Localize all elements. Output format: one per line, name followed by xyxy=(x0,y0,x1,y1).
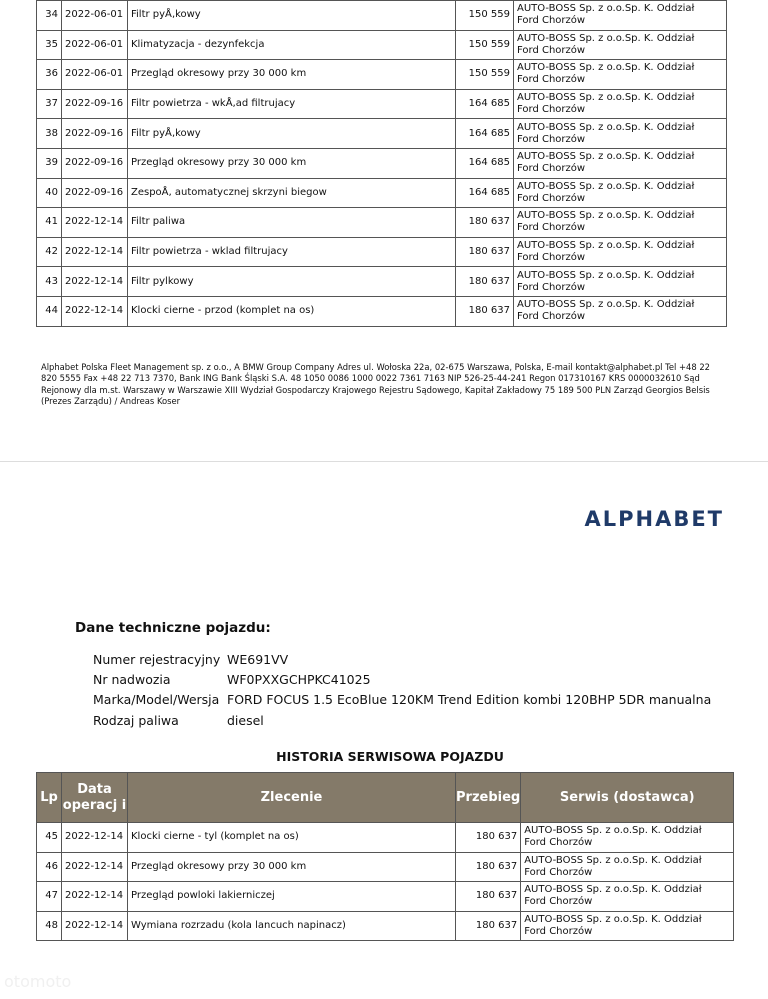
cell-service xyxy=(514,296,727,326)
cell-order: ZespoÅ‚ automatycznej skrzyni biegow xyxy=(128,178,456,208)
table-row xyxy=(37,89,727,119)
cell-date: 2022-12-14 xyxy=(62,911,128,941)
cell-order: Przegląd powloki lakierniczej xyxy=(128,882,456,912)
table-header-row xyxy=(37,773,734,823)
table-row xyxy=(37,1,727,31)
cell-lp: 48 xyxy=(37,911,62,941)
cell-service xyxy=(514,178,727,208)
tech-value: WF0PXXGCHPKC41025 xyxy=(227,671,371,687)
tech-row-vin xyxy=(93,669,711,689)
cell-date: 2022-12-14 xyxy=(62,882,128,912)
service-history-table xyxy=(36,772,734,941)
service-branch: Ford Chorzów xyxy=(524,866,593,878)
service-company: AUTO-BOSS Sp. z o.o.Sp. K. Oddział xyxy=(517,210,695,222)
cell-mileage: 164 685 xyxy=(456,148,514,178)
cell-mileage: 150 559 xyxy=(456,30,514,60)
cell-mileage: 180 637 xyxy=(456,208,514,238)
cell-mileage: 180 637 xyxy=(456,296,514,326)
service-branch: Ford Chorzów xyxy=(524,926,593,938)
cell-service xyxy=(514,89,727,119)
service-branch: Ford Chorzów xyxy=(517,311,586,323)
cell-service xyxy=(514,60,727,90)
header-date: Data operacj i xyxy=(62,773,128,823)
tech-row-model xyxy=(93,690,711,710)
cell-service xyxy=(514,119,727,149)
service-branch: Ford Chorzów xyxy=(517,44,586,56)
cell-mileage: 180 637 xyxy=(456,882,521,912)
service-branch: Ford Chorzów xyxy=(524,896,593,908)
tech-value: WE691VV xyxy=(227,651,289,667)
cell-order: Filtr powietrza - wkÅ‚ad filtrujacy xyxy=(128,89,456,119)
service-company: AUTO-BOSS Sp. z o.o.Sp. K. Oddział xyxy=(524,854,702,866)
tech-data-list xyxy=(93,649,711,730)
cell-mileage: 180 637 xyxy=(456,823,521,853)
cell-date: 2022-12-14 xyxy=(62,823,128,853)
cell-date: 2022-09-16 xyxy=(62,148,128,178)
service-company: AUTO-BOSS Sp. z o.o.Sp. K. Oddział xyxy=(517,299,695,311)
tech-label: Nr nadwozia xyxy=(93,671,171,687)
service-company: AUTO-BOSS Sp. z o.o.Sp. K. Oddział xyxy=(517,3,695,15)
cell-mileage: 180 637 xyxy=(456,852,521,882)
cell-date: 2022-06-01 xyxy=(62,60,128,90)
table-row xyxy=(37,911,734,941)
cell-mileage: 180 637 xyxy=(456,267,514,297)
cell-lp: 34 xyxy=(37,1,62,31)
cell-lp: 46 xyxy=(37,852,62,882)
tech-value: FORD FOCUS 1.5 EcoBlue 120KM Trend Edition kombi 120BHP 5DR manualna xyxy=(227,692,712,708)
cell-lp: 35 xyxy=(37,30,62,60)
header-service: Serwis (dostawca) xyxy=(521,773,734,823)
cell-order: Filtr powietrza - wklad filtrujacy xyxy=(128,237,456,267)
cell-order: Przegląd okresowy przy 30 000 km xyxy=(128,60,456,90)
cell-mileage: 164 685 xyxy=(456,89,514,119)
cell-service xyxy=(514,208,727,238)
cell-mileage: 150 559 xyxy=(456,60,514,90)
service-company: AUTO-BOSS Sp. z o.o.Sp. K. Oddział xyxy=(524,825,702,837)
history-title: HISTORIA SERWISOWA POJAZDU xyxy=(276,749,504,764)
service-branch: Ford Chorzów xyxy=(517,252,586,264)
service-company: AUTO-BOSS Sp. z o.o.Sp. K. Oddział xyxy=(517,92,695,104)
header-order: Zlecenie xyxy=(128,773,456,823)
company-footer: Alphabet Polska Fleet Management sp. z o.o., A BMW Group Company Adres ul. Wołoska 22a, 02-675 Warszawa, Polska, E-mail kontakt@alphabet.pl Tel +48 22 820 5555 Fax +48 22 713 7370, Bank ING Bank Śląski S.A. 48 1050 0086 1000 0022 7361 7163 NIP 526-25-44-241 Regon 017310167 KRS 0000032610 Sąd Rejonowy dla m.st. Warszawy w Warszawie XIII Wydział Gospodarczy Krajowego Rejestru Sądowego, Kapitał Zakładowy 75 189 500 PLN Zarząd Georgios Belsis (Prezes Zarządu) / Andreas Koser xyxy=(41,362,710,406)
watermark: otomoto xyxy=(4,972,72,991)
header-lp: Lp xyxy=(37,773,62,823)
cell-lp: 44 xyxy=(37,296,62,326)
cell-date: 2022-12-14 xyxy=(62,852,128,882)
cell-service xyxy=(514,30,727,60)
cell-date: 2022-06-01 xyxy=(62,30,128,60)
service-company: AUTO-BOSS Sp. z o.o.Sp. K. Oddział xyxy=(517,151,695,163)
service-company: AUTO-BOSS Sp. z o.o.Sp. K. Oddział xyxy=(524,884,702,896)
tech-label: Rodzaj paliwa xyxy=(93,712,179,728)
service-branch: Ford Chorzów xyxy=(517,74,586,86)
table-row xyxy=(37,882,734,912)
service-company: AUTO-BOSS Sp. z o.o.Sp. K. Oddział xyxy=(517,180,695,192)
cell-order: Klocki cierne - tyl (komplet na os) xyxy=(128,823,456,853)
cell-date: 2022-12-14 xyxy=(62,237,128,267)
cell-date: 2022-12-14 xyxy=(62,296,128,326)
cell-service xyxy=(514,1,727,31)
service-company: AUTO-BOSS Sp. z o.o.Sp. K. Oddział xyxy=(517,269,695,281)
cell-date: 2022-12-14 xyxy=(62,267,128,297)
table-row xyxy=(37,148,727,178)
table-row xyxy=(37,267,727,297)
cell-lp: 42 xyxy=(37,237,62,267)
cell-lp: 41 xyxy=(37,208,62,238)
cell-lp: 39 xyxy=(37,148,62,178)
service-branch: Ford Chorzów xyxy=(517,163,586,175)
service-branch: Ford Chorzów xyxy=(517,192,586,204)
cell-order: Filtr paliwa xyxy=(128,208,456,238)
cell-service xyxy=(521,852,734,882)
service-company: AUTO-BOSS Sp. z o.o.Sp. K. Oddział xyxy=(517,121,695,133)
alphabet-logo: ALPHABET xyxy=(584,507,724,531)
service-company: AUTO-BOSS Sp. z o.o.Sp. K. Oddział xyxy=(517,240,695,252)
cell-lp: 38 xyxy=(37,119,62,149)
cell-lp: 40 xyxy=(37,178,62,208)
cell-order: Klocki cierne - przod (komplet na os) xyxy=(128,296,456,326)
service-branch: Ford Chorzów xyxy=(517,222,586,234)
cell-service xyxy=(521,911,734,941)
service-branch: Ford Chorzów xyxy=(517,133,586,145)
table-row xyxy=(37,208,727,238)
service-history-table-continued xyxy=(36,0,727,327)
service-company: AUTO-BOSS Sp. z o.o.Sp. K. Oddział xyxy=(517,32,695,44)
cell-lp: 43 xyxy=(37,267,62,297)
service-branch: Ford Chorzów xyxy=(517,15,586,27)
service-branch: Ford Chorzów xyxy=(517,281,586,293)
cell-order: Filtr pyÅ‚kowy xyxy=(128,1,456,31)
cell-lp: 47 xyxy=(37,882,62,912)
service-branch: Ford Chorzów xyxy=(517,104,586,116)
cell-mileage: 164 685 xyxy=(456,178,514,208)
cell-date: 2022-12-14 xyxy=(62,208,128,238)
cell-lp: 36 xyxy=(37,60,62,90)
page-divider xyxy=(0,461,768,462)
cell-lp: 45 xyxy=(37,823,62,853)
cell-service xyxy=(514,148,727,178)
cell-date: 2022-09-16 xyxy=(62,89,128,119)
service-company: AUTO-BOSS Sp. z o.o.Sp. K. Oddział xyxy=(524,914,702,926)
table-row xyxy=(37,823,734,853)
cell-mileage: 150 559 xyxy=(456,1,514,31)
cell-date: 2022-06-01 xyxy=(62,1,128,31)
tech-label: Numer rejestracyjny xyxy=(93,651,221,667)
table-row xyxy=(37,60,727,90)
table-row xyxy=(37,119,727,149)
cell-lp: 37 xyxy=(37,89,62,119)
table-row xyxy=(37,237,727,267)
tech-value: diesel xyxy=(227,712,264,728)
cell-mileage: 180 637 xyxy=(456,911,521,941)
service-branch: Ford Chorzów xyxy=(524,837,593,849)
cell-order: Filtr pylkowy xyxy=(128,267,456,297)
header-mileage: Przebieg xyxy=(456,773,521,823)
cell-order: Przegląd okresowy przy 30 000 km xyxy=(128,852,456,882)
cell-mileage: 164 685 xyxy=(456,119,514,149)
cell-service xyxy=(514,267,727,297)
tech-label: Marka/Model/Wersja xyxy=(93,692,220,708)
cell-date: 2022-09-16 xyxy=(62,119,128,149)
cell-order: Przegląd okresowy przy 30 000 km xyxy=(128,148,456,178)
cell-service xyxy=(514,237,727,267)
cell-service xyxy=(521,823,734,853)
service-company: AUTO-BOSS Sp. z o.o.Sp. K. Oddział xyxy=(517,62,695,74)
table-row xyxy=(37,296,727,326)
tech-row-registration xyxy=(93,649,711,669)
tech-row-fuel xyxy=(93,710,711,730)
cell-order: Wymiana rozrzadu (kola lancuch napinacz) xyxy=(128,911,456,941)
table-row xyxy=(37,178,727,208)
cell-date: 2022-09-16 xyxy=(62,178,128,208)
cell-order: Filtr pyÅ‚kowy xyxy=(128,119,456,149)
table-row xyxy=(37,30,727,60)
table-row xyxy=(37,852,734,882)
tech-data-title: Dane techniczne pojazdu: xyxy=(75,620,271,636)
cell-service xyxy=(521,882,734,912)
cell-mileage: 180 637 xyxy=(456,237,514,267)
cell-order: Klimatyzacja - dezynfekcja xyxy=(128,30,456,60)
